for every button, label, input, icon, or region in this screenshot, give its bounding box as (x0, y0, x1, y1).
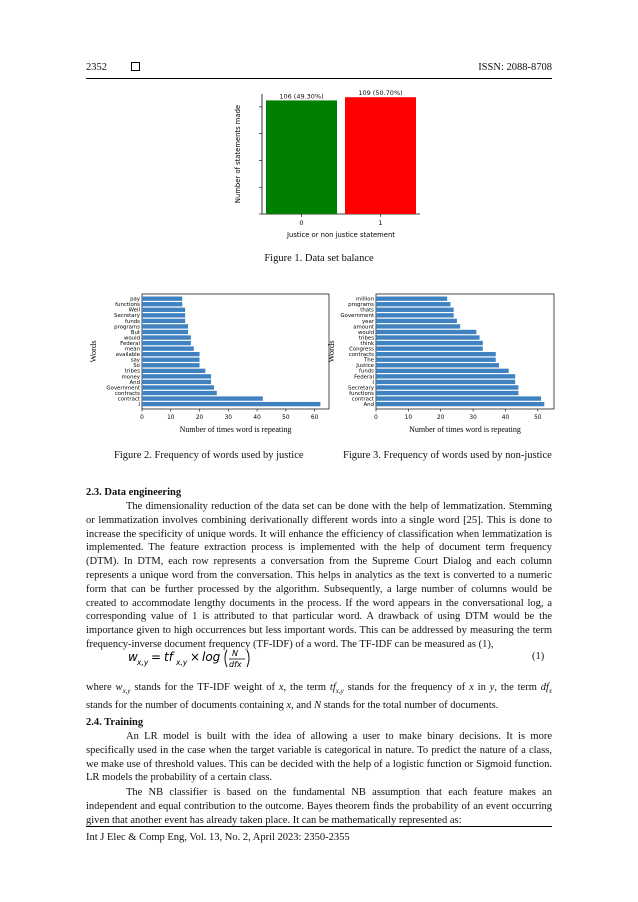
bar-say (142, 358, 200, 362)
figure2-chart (88, 290, 333, 440)
bar-tribes (142, 369, 205, 373)
x-axis-label: Justice or non justice statement (287, 231, 395, 239)
y-tick-label: amount (353, 324, 374, 331)
bar-So (142, 363, 200, 367)
y-tick-label: Secretary (348, 385, 374, 392)
issn: ISSN: 2088-8708 (478, 62, 552, 73)
section-2-4-paragraph-1: An LR model is built with the idea of allowing a user to make binary decisions. It is more specifically used in the case when the target variable is categorical in nature. To predict the nature of a class, we make use of threshold values. This can be decided with the help of a logistic function or Sigmoid function. LR models the probability of a certain class. (86, 731, 552, 784)
bar-million (376, 297, 447, 301)
y-tick-label: million (356, 296, 374, 303)
y-tick-label: contract (351, 396, 374, 403)
bar-Congress (376, 346, 483, 350)
y-tick-label: money (121, 374, 140, 381)
bar-I (142, 402, 320, 406)
x-tick-label: 0 (140, 415, 144, 421)
y-tick-label: would (123, 335, 140, 342)
y-tick-label: think (360, 340, 374, 347)
x-tick-label: 40 (501, 415, 510, 421)
section-2-4-heading: 2.4. Training (86, 717, 144, 728)
y-tick-label: would (357, 329, 374, 336)
y-tick-label: Secretary (114, 313, 140, 320)
y-tick-label: But (130, 329, 140, 336)
x-tick-label: 30 (469, 415, 477, 421)
bar-programs (142, 324, 188, 328)
y-tick-label: Well (128, 307, 140, 314)
svg-text:x,y: x,y (137, 658, 149, 667)
x-tick-label: 1 (378, 219, 383, 227)
x-tick-label: 50 (282, 415, 290, 421)
y-tick-label: functions (349, 390, 374, 397)
x-tick-label: 40 (253, 415, 261, 421)
bar-Federal (376, 374, 515, 378)
y-tick-label: I (372, 379, 374, 386)
x-tick-label: 50 (534, 415, 542, 421)
figure2-caption: Figure 2. Frequency of words used by justice (114, 450, 304, 461)
x-tick-label: 30 (224, 415, 233, 421)
y-tick-label: Federal (354, 374, 374, 381)
bar-Secretary (142, 313, 185, 317)
bar-Federal (142, 341, 191, 345)
footer-rule (86, 826, 552, 827)
y-axis-label: Words (326, 340, 336, 363)
figure3-chart (326, 290, 560, 440)
svg-text:w: w (128, 650, 138, 664)
bar-programs (376, 302, 450, 306)
section-2-3-heading: 2.3. Data engineering (86, 487, 182, 498)
svg-text:=: = (151, 650, 162, 664)
y-tick-label: funds (125, 318, 140, 325)
bar-contract (376, 396, 541, 400)
data-label: 109 (50.70%) (358, 89, 403, 98)
bar-Government (376, 313, 454, 317)
x-tick-label: 10 (167, 415, 175, 421)
bar-thats (376, 308, 454, 312)
bar-think (376, 341, 483, 345)
svg-text:×: × (190, 650, 201, 664)
svg-text:log: log (202, 650, 221, 664)
y-axis-label: Words (88, 340, 98, 363)
equation-number: (1) (532, 651, 545, 662)
bar-And (142, 380, 211, 384)
bar-functions (376, 391, 518, 395)
figure1-chart (228, 84, 428, 244)
bar-year (376, 319, 457, 323)
y-tick-label: Justice (356, 363, 374, 370)
y-tick-label: The (363, 357, 374, 364)
bar-contracts (142, 391, 217, 395)
bar-tribes (376, 335, 480, 339)
y-tick-label: Federal (120, 340, 140, 347)
x-tick-label: 0 (374, 415, 378, 421)
y-tick-label: programs (114, 324, 140, 331)
figure3-caption: Figure 3. Frequency of words used by non-justice (343, 450, 552, 461)
page-number: 2352 (86, 62, 140, 73)
y-tick-label: Government (340, 313, 374, 320)
y-tick-label: mean (124, 346, 140, 353)
bar-I (376, 380, 515, 384)
y-tick-label: contracts (348, 352, 374, 359)
bar-0 (266, 100, 337, 214)
section-2-3-paragraph: The dimensionality reduction of the data set can be done with the help of lemmatization. Stemming or lemmatization involves combining derivationally different words into a single word [25]. This is done to increase the specificity of unique words. It will enhance the efficiency of classification when lemmatization is implemented. The feature extraction process is implemented with the help of document term frequency (DTM). In DTM, each row represents a conversation from the Supreme Court Dialog and each column represents a unique word from the conversation. This helps in analytics as the text is converted to a numeric form that can be further processed by the algorithm. Subsequently, a large number of columns would be created to accommodate lengthy documents in the process. If the word appears in the conversational log, a corresponding value of 1 is attributed to that particular word. A drawback of using DTM would be the importance given to high occurrences but less important words. This can be addressed by measuring the term frequency-inverse document frequency (TF-IDF) of a word. The TF-IDF can be measured as (1), (86, 501, 552, 650)
bar-available (142, 352, 200, 356)
y-tick-label: contracts (114, 390, 140, 397)
y-tick-label: functions (115, 302, 140, 309)
bar-1 (345, 97, 416, 214)
bar-And (376, 402, 544, 406)
y-tick-label: funds (359, 368, 374, 375)
y-tick-label: programs (348, 302, 374, 309)
x-tick-label: 20 (437, 415, 445, 421)
bar-money (142, 374, 211, 378)
bar-functions (142, 302, 182, 306)
y-tick-label: I (138, 402, 140, 408)
svg-text:dfx: dfx (229, 660, 242, 669)
footer-citation: Int J Elec & Comp Eng, Vol. 13, No. 2, April 2023: 2350-2355 (86, 832, 350, 843)
bar-Secretary (376, 385, 518, 389)
y-tick-label: Government (106, 385, 140, 392)
y-tick-label: And (129, 379, 140, 386)
figure1-caption: Figure 1. Data set balance (264, 253, 374, 264)
y-tick-label: So (133, 363, 140, 370)
checkbox-icon (131, 62, 140, 71)
x-axis-label: Number of times word is repeating (409, 425, 521, 434)
where-paragraph: where $w_{x,y}$ stands for the TF-IDF weight of x, the term $tf_{x,y}$ stands for the frequency of x in y, the term $df_x$ stands for the number of documents containing x, and N stands for the total number of documents. (86, 682, 553, 711)
svg-text:N: N (232, 649, 238, 658)
bar-mean (142, 346, 194, 350)
header-rule (86, 78, 552, 79)
x-tick-label: 0 (299, 219, 304, 227)
svg-text:tf: tf (164, 650, 173, 664)
bar-contract (142, 396, 263, 400)
data-label: 106 (49.30%) (279, 92, 324, 101)
bar-The (376, 358, 496, 362)
y-tick-label: tribes (358, 335, 374, 342)
x-tick-label: 20 (195, 415, 204, 421)
bar-would (142, 335, 191, 339)
bar-pay (142, 297, 182, 301)
y-tick-label: Congress (349, 346, 374, 353)
page-header (86, 62, 552, 73)
bar-Justice (376, 363, 499, 367)
tfidf-equation (128, 645, 268, 671)
bar-would (376, 330, 476, 334)
y-tick-label: say (130, 357, 140, 364)
y-tick-label: year (361, 318, 374, 325)
y-tick-label: tribes (124, 368, 140, 375)
y-tick-label: available (115, 352, 140, 359)
x-tick-label: 60 (310, 415, 319, 421)
x-tick-label: 10 (404, 415, 413, 421)
y-tick-label: contract (117, 396, 140, 403)
section-2-4-paragraph-2: The NB classifier is based on the fundamental NB assumption that each feature makes an independent and equal contribution to the outcome. Bayes theorem finds the probability of an event occurring given that another event has already taken place. It can be mathematically represented as: (86, 787, 552, 826)
bar-funds (142, 319, 185, 323)
y-tick-label: And (363, 402, 374, 408)
bar-amount (376, 324, 460, 328)
bar-But (142, 330, 188, 334)
svg-text:x,y: x,y (176, 658, 188, 667)
y-tick-label: pay (130, 296, 140, 303)
x-axis-label: Number of times word is repeating (179, 425, 292, 434)
bar-Well (142, 308, 185, 312)
y-tick-label: thats (360, 307, 374, 314)
y-axis-label: Number of statements made (234, 104, 242, 204)
bar-funds (376, 369, 509, 373)
bar-Government (142, 385, 214, 389)
bar-contracts (376, 352, 496, 356)
